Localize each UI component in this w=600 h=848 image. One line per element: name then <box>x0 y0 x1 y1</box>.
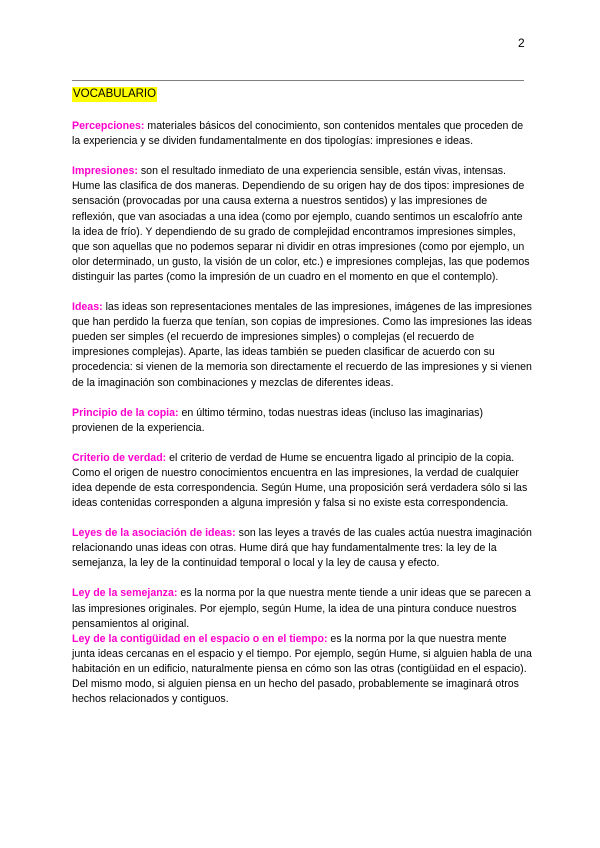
document-body <box>72 87 532 707</box>
definition-criterio-verdad <box>72 451 532 511</box>
definition-principio-copia <box>72 406 532 436</box>
term-label: Criterio de verdad: <box>72 451 167 464</box>
definition-text: las ideas son representaciones mentales de las impresiones, imágenes de las impresiones que han perdido la fuerza que tenían, son copias de impresiones. Como las impresiones las ideas pueden ser simples (el recuerdo de impresiones simples) o complejas (el recuerdo de impresiones complejas). Aparte, las ideas también se pueden clasificar de acuerdo con su procedencia: si vienen de la memoria son directamente el recuerdo de las impresiones y si vienen de la imaginación son combinaciones y mezclas de diferentes ideas. <box>72 301 532 389</box>
definition-impresiones <box>72 164 532 285</box>
term-label: Leyes de la asociación de ideas: <box>72 527 236 540</box>
definition-text: es la norma por la que nuestra mente junta ideas cercanas en el espacio y el tiempo. Por ejemplo, según Hume, si alguien habla de una habitación en un edificio, naturalmente piensa en cómo son las otras (contigüidad en el espacio). Del mismo modo, si alguien piensa en un hecho del pasado, probablemente se imaginará otros hechos relacionados y contiguos. <box>72 632 532 706</box>
definition-leyes-asociacion <box>72 526 532 571</box>
term-label: Ley de la contigüidad en el espacio o en el tiempo: <box>72 632 328 645</box>
definition-text: es la norma por la que nuestra mente tiende a unir ideas que se parecen a las impresiones originales. Por ejemplo, según Hume, la idea de una pintura conduce nuestros pensamientos al original. <box>72 587 531 630</box>
definition-ley-semejanza <box>72 586 532 631</box>
section-heading: VOCABULARIO <box>73 88 157 100</box>
definition-text: son las leyes a través de las cuales actúa nuestra imaginación relacionando unas ideas con otras. Hume dirá que hay fundamentalmente tres: la ley de la semejanza, la ley de la continuidad temporal o local y la ley de causa y efecto. <box>72 527 532 570</box>
term-label: Impresiones: <box>72 165 138 178</box>
definition-ideas <box>72 300 532 391</box>
term-label: Percepciones: <box>72 120 145 133</box>
definition-text: son el resultado inmediato de una experiencia sensible, están vivas, intensas. Hume las clasifica de dos maneras. Dependiendo de su origen hay de dos tipos: impresiones de sensación (provocadas por una causa externa a nuestros sentidos) y las impresiones de reflexión, que van asociadas a una idea (como por ejemplo, cuando sentimos un escalofrío ante la idea de frío). Y dependiendo de su grado de complejidad encontramos impresiones simples, que son aquellas que no podemos separar ni dividir en otras impresiones (como por ejemplo, un olor determinado, un gusto, la visión de un color, etc.) e impresiones complejas, las que podemos distinguir las partes (como la impresión de un cuadro en el momento en que el contemplo). <box>72 165 530 283</box>
header-rule <box>72 80 524 81</box>
definition-text: en último término, todas nuestras ideas (incluso las imaginarias) provienen de la experiencia. <box>72 406 483 434</box>
term-label: Principio de la copia: <box>72 406 179 419</box>
term-label: Ideas: <box>72 301 103 314</box>
term-label: Ley de la semejanza: <box>72 587 178 600</box>
definition-percepciones <box>72 119 532 149</box>
definition-text: materiales básicos del conocimiento, son contenidos mentales que proceden de la experiencia y se dividen fundamentalmente en dos tipologías: impresiones e ideas. <box>72 120 524 148</box>
definition-ley-contiguidad <box>72 632 532 707</box>
page-number: 2 <box>518 36 525 50</box>
definition-text: el criterio de verdad de Hume se encuentra ligado al principio de la copia. Como el origen de nuestro conocimientos encuentra en las impresiones, la verdad de cualquier idea depende de esta correspondencia. Según Hume, una proposición será verdadera sólo si las ideas contenidas corresponden a alguna impresión y falsa si no existe esta correspondencia. <box>72 451 528 510</box>
